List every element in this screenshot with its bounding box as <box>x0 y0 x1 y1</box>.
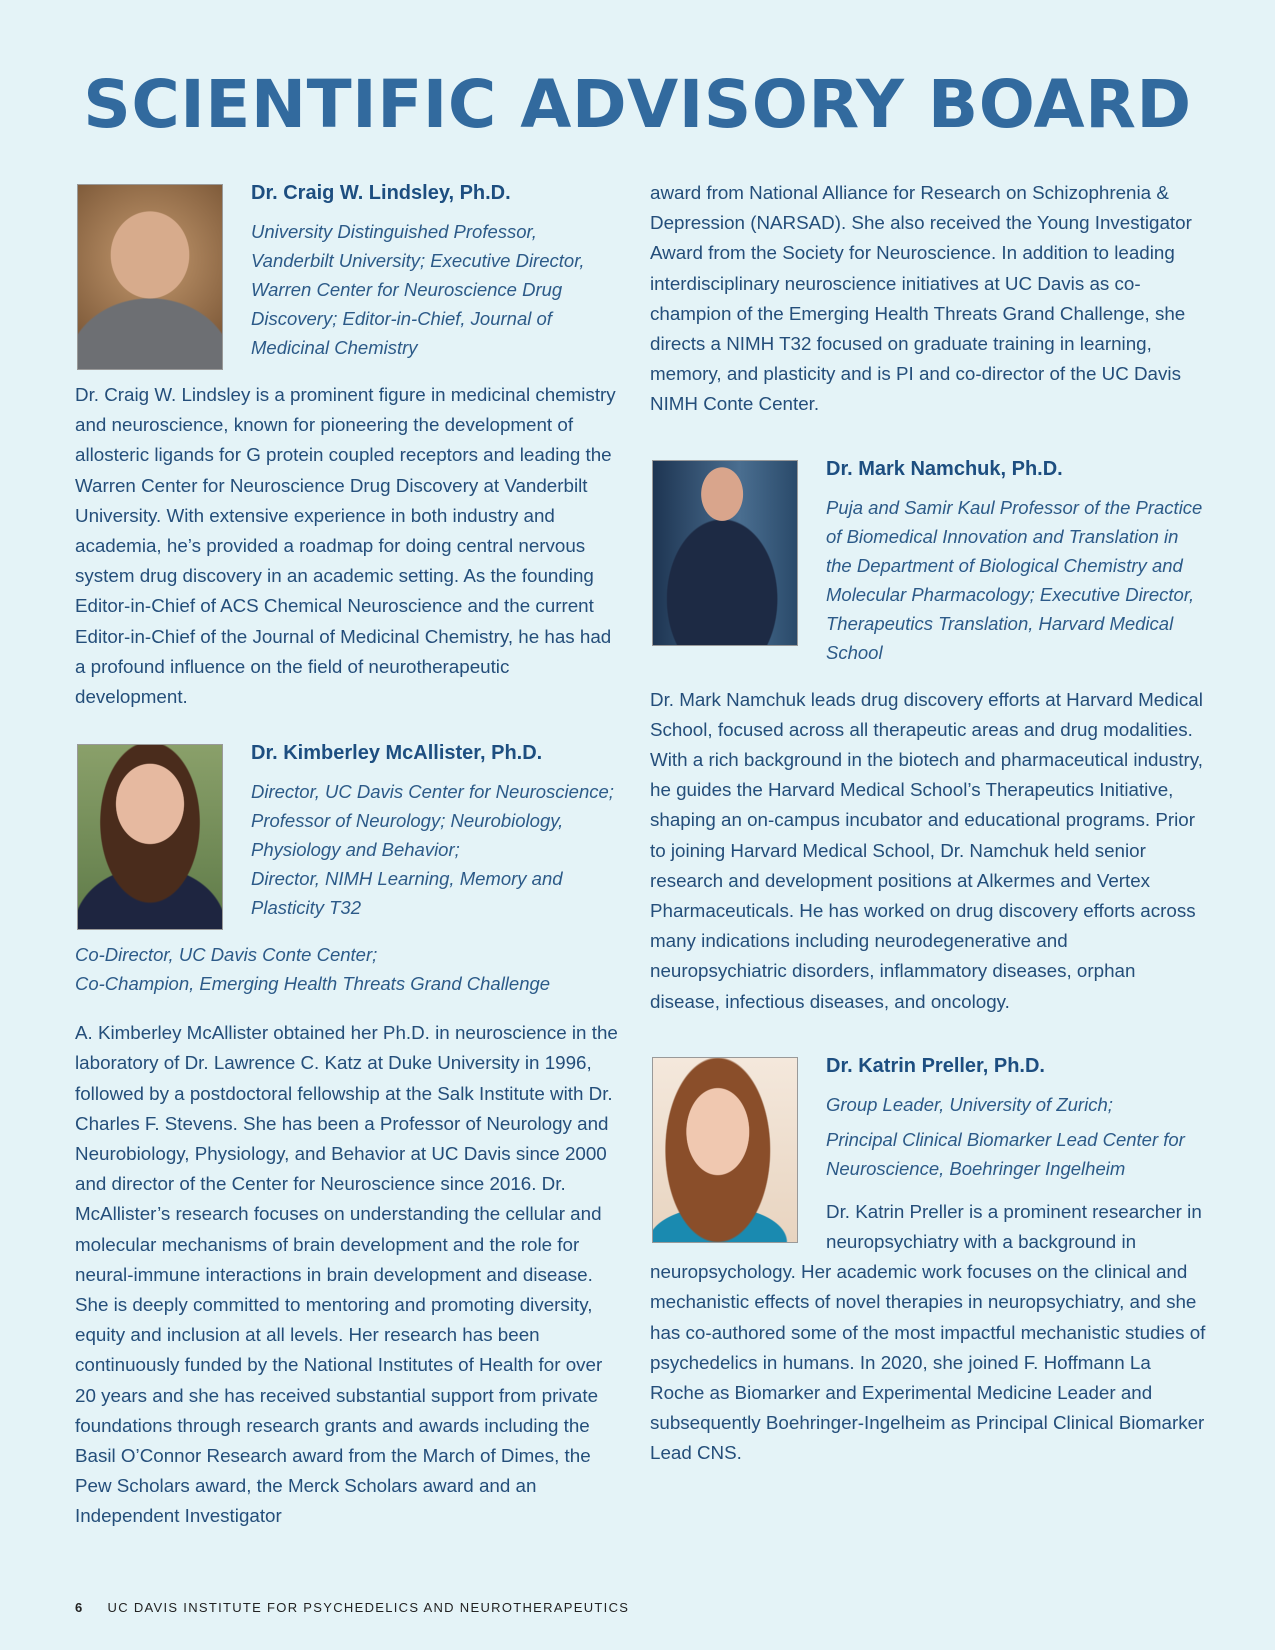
member-role: University Distinguished Professor, Vanderbilt University; Executive Director, Warren Center for Neuroscience Drug Discovery; Editor-in-Chief, Journal of Medicinal Chemistry <box>251 221 585 358</box>
namchuk-photo <box>652 460 798 646</box>
lindsley-photo <box>77 184 223 370</box>
footer-label: UC DAVIS INSTITUTE FOR PSYCHEDELICS AND NEUROTHERAPEUTICS <box>107 1600 630 1615</box>
member-bio: Dr. Craig W. Lindsley is a prominent figure in medicinal chemistry and neuroscience, known for pioneering the development of allosteric ligands for G protein coupled receptors and leading the Warren Center for Neuroscience Drug Discovery at Vanderbilt University. With extensive experience in both industry and academia, he’s provided a roadmap for doing central nervous system drug discovery in an academic setting. As the founding Editor-in-Chief of ACS Chemical Neuroscience and the current Editor-in-Chief of the Journal of Medicinal Chemistry, he has had a profound influence on the field of neurotherapeutic development. <box>75 384 616 708</box>
member-role-line: Director, NIMH Learning, Memory and Plasticity T32 <box>251 868 563 919</box>
member-bio: Dr. Mark Namchuk leads drug discovery efforts at Harvard Medical School, focused across all therapeutic areas and drug modalities. With a rich background in the biotech and pharmaceutical industry, he guides the Harvard Medical School’s Therapeutics Initiative, shaping an on-campus incubator and educational programs. Prior to joining Harvard Medical School, Dr. Namchuk held senior research and development positions at Alkermes and Vertex Pharmaceuticals. He has worked on drug discovery efforts across many indications including neurodegenerative and neuropsychiatric disorders, inflammatory diseases, orphan disease, infectious diseases, and oncology. <box>650 688 1203 1012</box>
member-role-line: Director, UC Davis Center for Neuroscience; <box>251 781 614 803</box>
member-bio: A. Kimberley McAllister obtained her Ph.D. in neuroscience in the laboratory of Dr. Lawrence C. Katz at Duke University in 1996, followed by a postdoctoral fellowship at the Salk Institute with Dr. Charles F. Stevens. She has been a Professor of Neurology and Neurobiology, Physiology, and Behavior at UC Davis since 2000 and director of the Center for Neuroscience since 2016. Dr. McAllister’s research focuses on understanding the cellular and molecular mechanisms of brain development and the role for neural-immune interactions in brain development and disease. She is deeply committed to mentoring and promoting diversity, equity and inclusion at all levels. Her research has been continuously funded by the National Institutes of Health for over 20 years and she has received substantial support from private foundations through research grants and awards including the Basil O’Connor Research award from the March of Dimes, the Pew Scholars award, the Merck Scholars award and an Independent Investigator <box>75 1022 618 1527</box>
member-name: Dr. Mark Namchuk, Ph.D. <box>826 457 1063 480</box>
member-name: Dr. Craig W. Lindsley, Ph.D. <box>251 182 511 204</box>
right-column <box>650 180 1206 1469</box>
member-lindsley <box>75 180 623 712</box>
left-column <box>75 180 623 1532</box>
member-bio: Dr. Katrin Preller is a prominent researcher in neuropsychiatry with a background in neuropsychology. Her academic work focuses on the clinical and mechanistic effects of novel therapies in neuropsychiatry, and she has co-authored some of the most impactful mechanistic studies of psychedelics in humans. In 2020, she joined F. Hoffmann La Roche as Biomarker and Experimental Medicine Leader and subsequently Boehringer-Ingelheim as Principal Clinical Biomarker Lead CNS. <box>650 1200 1206 1464</box>
member-role-line: Principal Clinical Biomarker Lead Center for Neuroscience, Boehringer Ingelheim <box>826 1128 1185 1179</box>
member-name: Dr. Kimberley McAllister, Ph.D. <box>251 742 543 765</box>
member-preller <box>650 1053 1206 1469</box>
page-footer <box>75 1600 629 1615</box>
member-name: Dr. Katrin Preller, Ph.D. <box>826 1054 1045 1077</box>
member-bio-continued: award from National Alliance for Research on Schizophrenia & Depression (NARSAD). She also received the Young Investigator Award from the Society for Neuroscience. In addition to leading interdisciplinary neuroscience initiatives at UC Davis as co-champion of the Emerging Health Threats Grand Challenge, she directs a NIMH T32 focused on graduate training in learning, memory, and plasticity and is PI and co-director of the UC Davis NIMH Conte Center. <box>650 182 1192 415</box>
page-number: 6 <box>75 1600 84 1615</box>
page-title: SCIENTIFIC ADVISORY BOARD <box>83 66 1192 143</box>
member-role-line: Group Leader, University of Zurich; <box>826 1093 1113 1115</box>
member-role: Puja and Samir Kaul Professor of the Practice of Biomedical Innovation and Translation in the Department of Biological Chemistry and Molecular Pharmacology; Executive Director, Therapeutics Translation, Harvard Medical School <box>826 496 1203 663</box>
member-mcallister <box>75 740 623 1531</box>
member-role-line: Co-Champion, Emerging Health Threats Grand Challenge <box>75 973 551 995</box>
member-role-line: Co-Director, UC Davis Conte Center; <box>75 944 378 966</box>
member-role-line: Professor of Neurology; Neurobiology, Physiology and Behavior; <box>251 810 564 861</box>
mcallister-photo <box>77 744 223 930</box>
member-namchuk <box>650 456 1206 1017</box>
preller-photo <box>652 1057 798 1243</box>
